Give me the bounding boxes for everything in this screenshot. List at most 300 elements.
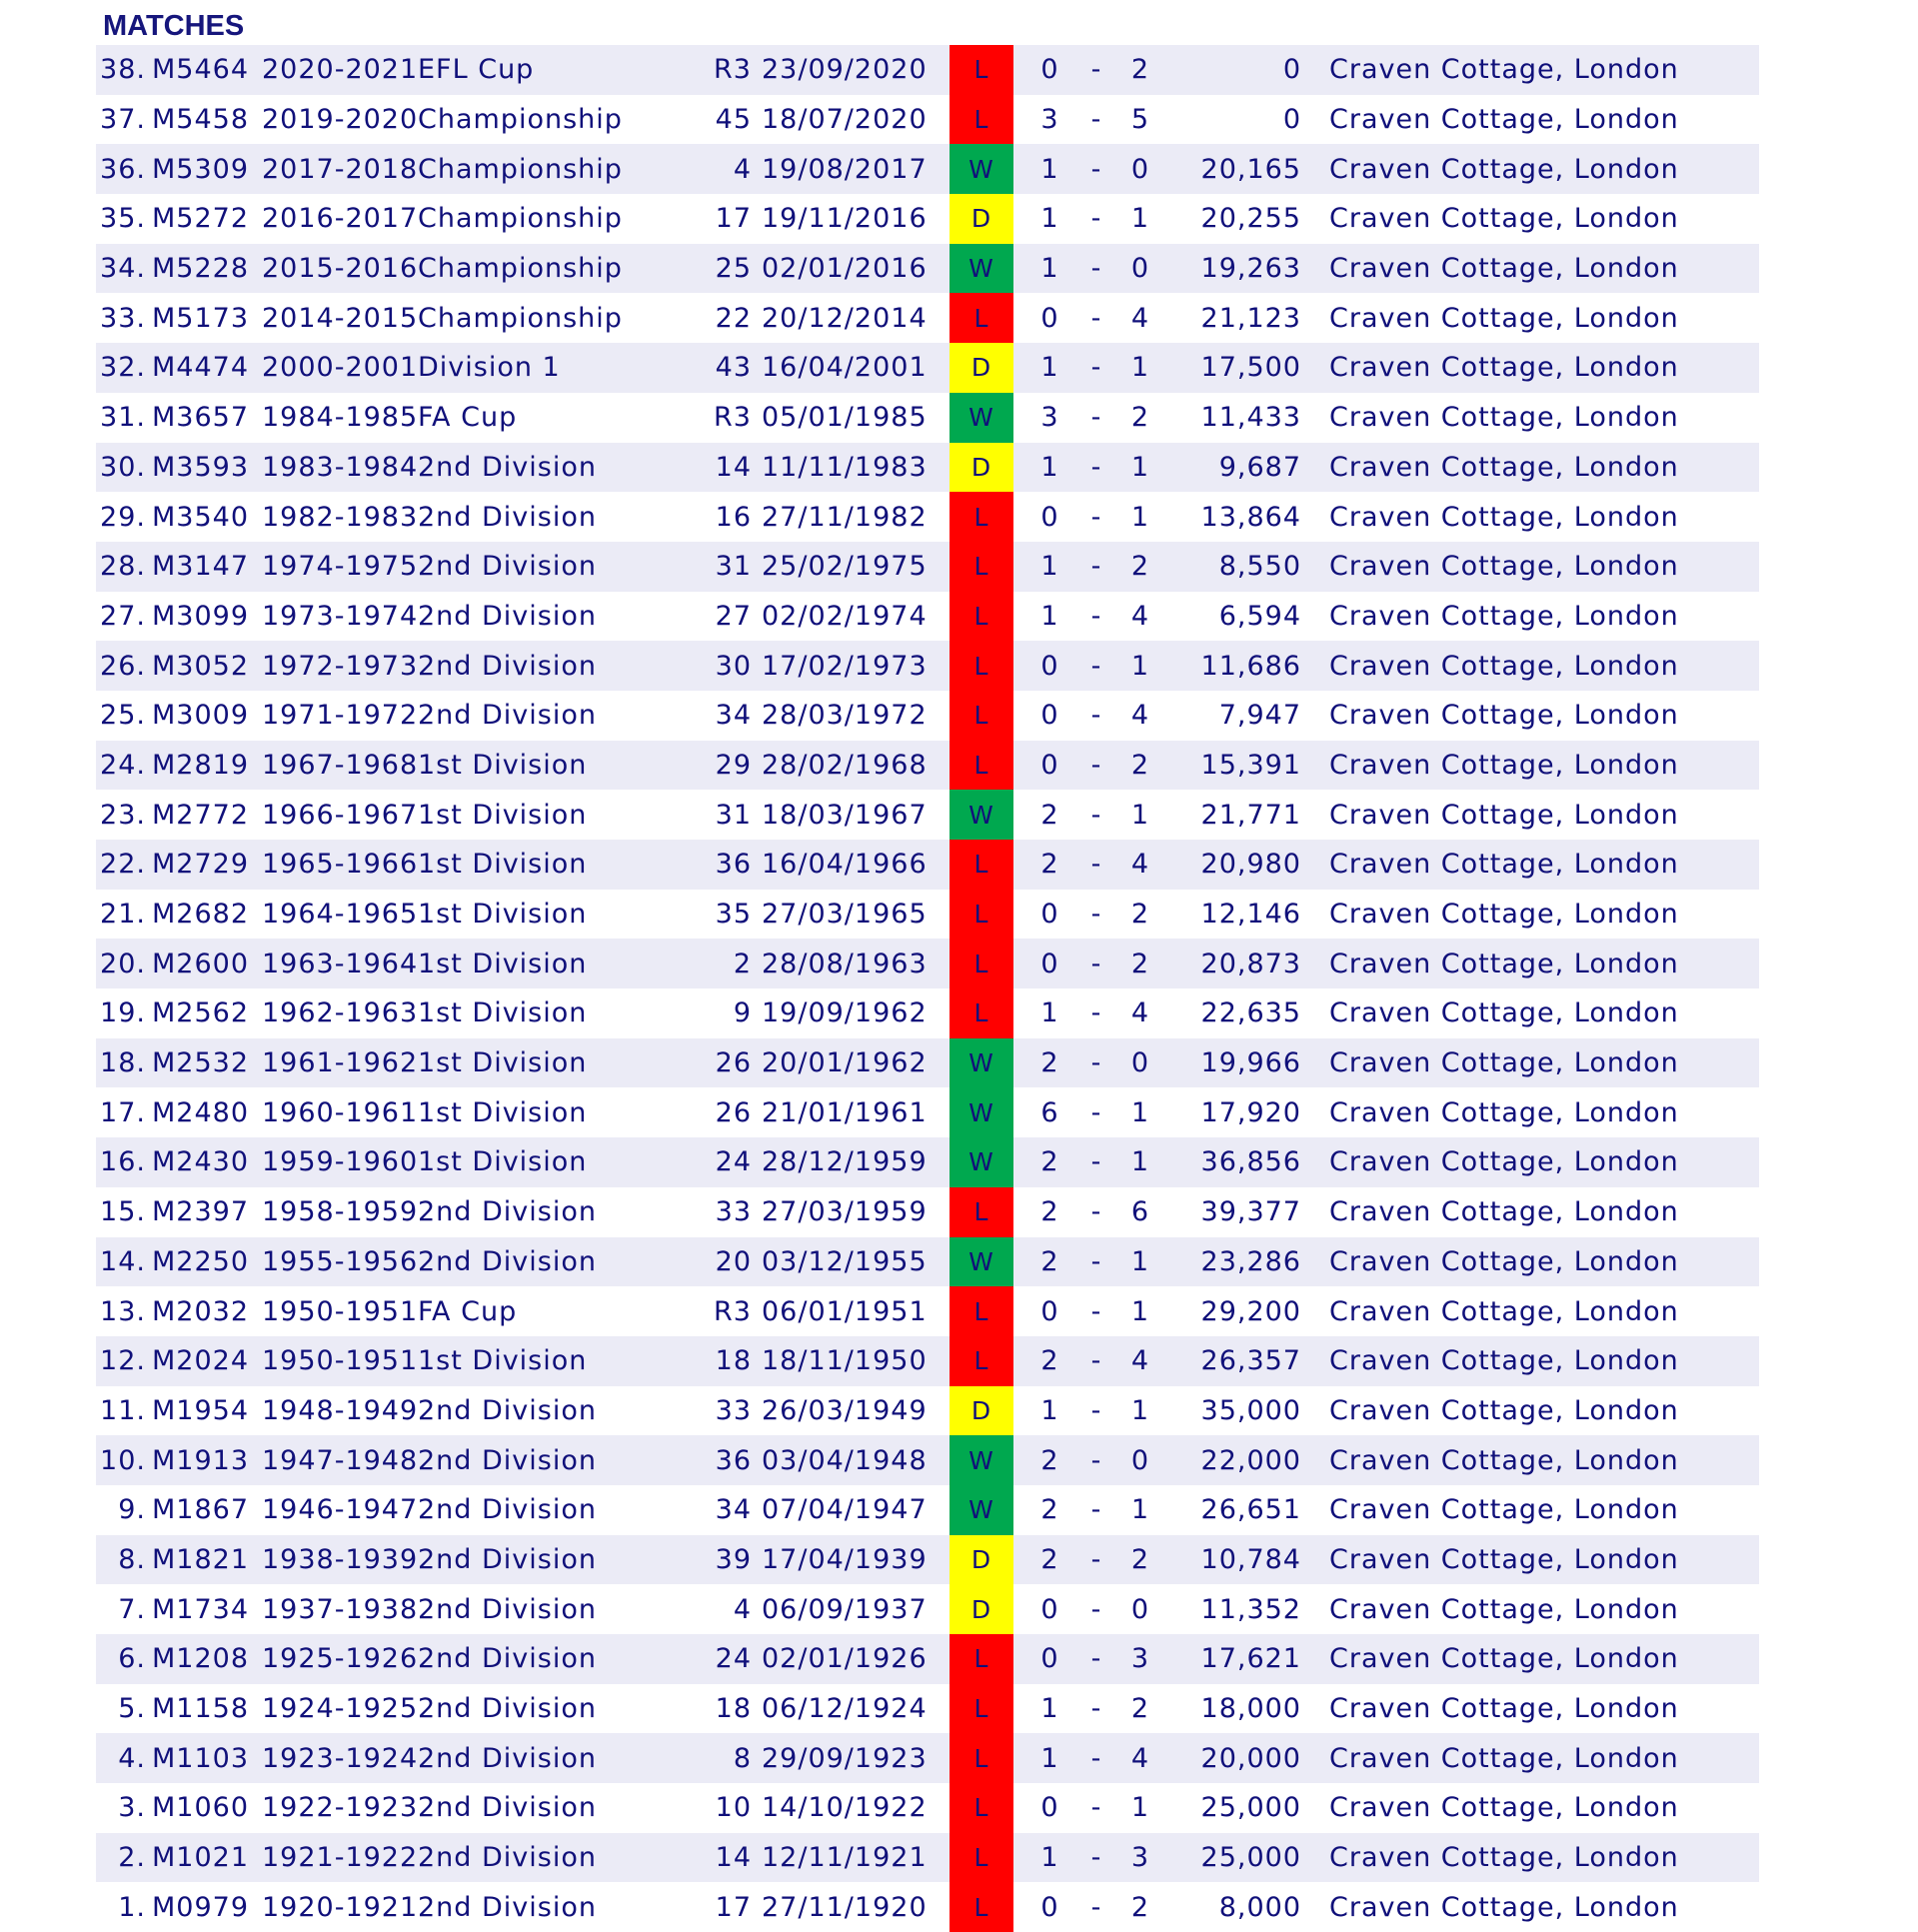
match-date: 25/02/1975 bbox=[762, 542, 950, 592]
match-id: M5173 bbox=[152, 293, 262, 343]
goals-against: 1 bbox=[1106, 194, 1174, 244]
goals-for: 1 bbox=[1013, 194, 1086, 244]
goals-against: 4 bbox=[1106, 293, 1174, 343]
result-badge: L bbox=[950, 293, 1013, 343]
match-number: 15. bbox=[96, 1187, 152, 1237]
score-separator: - bbox=[1086, 1634, 1106, 1684]
match-date: 18/11/1950 bbox=[762, 1336, 950, 1386]
season: 1922-1923 bbox=[262, 1783, 418, 1833]
competition: 2nd Division bbox=[418, 641, 703, 691]
season: 1958-1959 bbox=[262, 1187, 418, 1237]
match-date: 28/03/1972 bbox=[762, 691, 950, 741]
round: 31 bbox=[703, 542, 762, 592]
result-badge: W bbox=[950, 1137, 1013, 1187]
table-row bbox=[96, 443, 1759, 493]
season: 1948-1949 bbox=[262, 1386, 418, 1436]
goals-for: 0 bbox=[1013, 641, 1086, 691]
match-id: M4474 bbox=[152, 343, 262, 393]
score-separator: - bbox=[1086, 1137, 1106, 1187]
goals-for: 2 bbox=[1013, 1137, 1086, 1187]
goals-against: 0 bbox=[1106, 244, 1174, 294]
match-number: 33. bbox=[96, 293, 152, 343]
match-number: 3. bbox=[96, 1783, 152, 1833]
result-badge: L bbox=[950, 492, 1013, 542]
competition: 1st Division bbox=[418, 1137, 703, 1187]
competition: 2nd Division bbox=[418, 1187, 703, 1237]
round: 30 bbox=[703, 641, 762, 691]
round: 4 bbox=[703, 1584, 762, 1634]
table-row bbox=[96, 492, 1759, 542]
attendance: 36,856 bbox=[1174, 1137, 1329, 1187]
match-date: 29/09/1923 bbox=[762, 1733, 950, 1783]
venue: Craven Cottage, London bbox=[1329, 393, 1759, 443]
table-row bbox=[96, 1087, 1759, 1137]
match-id: M5272 bbox=[152, 194, 262, 244]
season: 1925-1926 bbox=[262, 1634, 418, 1684]
round: 8 bbox=[703, 1733, 762, 1783]
competition: 1st Division bbox=[418, 1038, 703, 1088]
match-number: 32. bbox=[96, 343, 152, 393]
goals-for: 2 bbox=[1013, 1237, 1086, 1287]
score-separator: - bbox=[1086, 1187, 1106, 1237]
goals-against: 1 bbox=[1106, 343, 1174, 393]
venue: Craven Cottage, London bbox=[1329, 144, 1759, 194]
result-badge: L bbox=[950, 890, 1013, 940]
result-badge: L bbox=[950, 95, 1013, 145]
goals-against: 1 bbox=[1106, 1485, 1174, 1535]
match-date: 27/11/1920 bbox=[762, 1882, 950, 1932]
round: 14 bbox=[703, 1833, 762, 1883]
score-separator: - bbox=[1086, 592, 1106, 642]
result-badge: W bbox=[950, 393, 1013, 443]
goals-against: 1 bbox=[1106, 492, 1174, 542]
competition: 2nd Division bbox=[418, 1435, 703, 1485]
table-row bbox=[96, 890, 1759, 940]
round: 39 bbox=[703, 1535, 762, 1585]
match-id: M1954 bbox=[152, 1386, 262, 1436]
attendance: 0 bbox=[1174, 95, 1329, 145]
competition: 1st Division bbox=[418, 939, 703, 988]
attendance: 18,000 bbox=[1174, 1684, 1329, 1734]
table-row bbox=[96, 293, 1759, 343]
attendance: 20,980 bbox=[1174, 840, 1329, 890]
score-separator: - bbox=[1086, 1684, 1106, 1734]
season: 1961-1962 bbox=[262, 1038, 418, 1088]
season: 1963-1964 bbox=[262, 939, 418, 988]
goals-for: 2 bbox=[1013, 1187, 1086, 1237]
table-row bbox=[96, 194, 1759, 244]
season: 1950-1951 bbox=[262, 1336, 418, 1386]
attendance: 20,000 bbox=[1174, 1733, 1329, 1783]
attendance: 10,784 bbox=[1174, 1535, 1329, 1585]
venue: Craven Cottage, London bbox=[1329, 1783, 1759, 1833]
score-separator: - bbox=[1086, 1087, 1106, 1137]
attendance: 29,200 bbox=[1174, 1286, 1329, 1336]
competition: 2nd Division bbox=[418, 592, 703, 642]
match-id: M5309 bbox=[152, 144, 262, 194]
competition: EFL Cup bbox=[418, 45, 703, 95]
match-number: 17. bbox=[96, 1087, 152, 1137]
venue: Craven Cottage, London bbox=[1329, 1187, 1759, 1237]
round: R3 bbox=[703, 393, 762, 443]
match-id: M2562 bbox=[152, 988, 262, 1038]
match-number: 38. bbox=[96, 45, 152, 95]
match-number: 23. bbox=[96, 790, 152, 840]
match-id: M2819 bbox=[152, 741, 262, 791]
venue: Craven Cottage, London bbox=[1329, 1137, 1759, 1187]
competition: 2nd Division bbox=[418, 1386, 703, 1436]
venue: Craven Cottage, London bbox=[1329, 641, 1759, 691]
table-row bbox=[96, 393, 1759, 443]
season: 2016-2017 bbox=[262, 194, 418, 244]
attendance: 17,500 bbox=[1174, 343, 1329, 393]
match-date: 12/11/1921 bbox=[762, 1833, 950, 1883]
competition: 1st Division bbox=[418, 1336, 703, 1386]
round: R3 bbox=[703, 45, 762, 95]
competition: 2nd Division bbox=[418, 1733, 703, 1783]
attendance: 22,635 bbox=[1174, 988, 1329, 1038]
goals-for: 1 bbox=[1013, 542, 1086, 592]
venue: Craven Cottage, London bbox=[1329, 45, 1759, 95]
table-row bbox=[96, 1336, 1759, 1386]
venue: Craven Cottage, London bbox=[1329, 293, 1759, 343]
goals-for: 3 bbox=[1013, 393, 1086, 443]
match-number: 6. bbox=[96, 1634, 152, 1684]
score-separator: - bbox=[1086, 790, 1106, 840]
table-row bbox=[96, 144, 1759, 194]
attendance: 11,352 bbox=[1174, 1584, 1329, 1634]
venue: Craven Cottage, London bbox=[1329, 343, 1759, 393]
score-separator: - bbox=[1086, 1833, 1106, 1883]
table-row bbox=[96, 1485, 1759, 1535]
match-number: 27. bbox=[96, 592, 152, 642]
season: 1982-1983 bbox=[262, 492, 418, 542]
attendance: 13,864 bbox=[1174, 492, 1329, 542]
result-badge: L bbox=[950, 641, 1013, 691]
result-badge: L bbox=[950, 939, 1013, 988]
goals-against: 2 bbox=[1106, 1882, 1174, 1932]
result-badge: L bbox=[950, 691, 1013, 741]
goals-for: 1 bbox=[1013, 443, 1086, 493]
match-date: 06/01/1951 bbox=[762, 1286, 950, 1336]
match-id: M2250 bbox=[152, 1237, 262, 1287]
goals-for: 0 bbox=[1013, 492, 1086, 542]
match-id: M3009 bbox=[152, 691, 262, 741]
result-badge: L bbox=[950, 1286, 1013, 1336]
match-number: 20. bbox=[96, 939, 152, 988]
match-id: M3147 bbox=[152, 542, 262, 592]
match-number: 35. bbox=[96, 194, 152, 244]
match-id: M2532 bbox=[152, 1038, 262, 1088]
venue: Craven Cottage, London bbox=[1329, 1336, 1759, 1386]
season: 1955-1956 bbox=[262, 1237, 418, 1287]
round: 4 bbox=[703, 144, 762, 194]
match-date: 26/03/1949 bbox=[762, 1386, 950, 1436]
season: 2014-2015 bbox=[262, 293, 418, 343]
match-date: 17/04/1939 bbox=[762, 1535, 950, 1585]
season: 1974-1975 bbox=[262, 542, 418, 592]
competition: 2nd Division bbox=[418, 542, 703, 592]
attendance: 12,146 bbox=[1174, 890, 1329, 940]
goals-against: 0 bbox=[1106, 1038, 1174, 1088]
venue: Craven Cottage, London bbox=[1329, 840, 1759, 890]
goals-against: 1 bbox=[1106, 1386, 1174, 1436]
venue: Craven Cottage, London bbox=[1329, 1237, 1759, 1287]
venue: Craven Cottage, London bbox=[1329, 1733, 1759, 1783]
goals-against: 1 bbox=[1106, 641, 1174, 691]
match-number: 13. bbox=[96, 1286, 152, 1336]
venue: Craven Cottage, London bbox=[1329, 1286, 1759, 1336]
venue: Craven Cottage, London bbox=[1329, 443, 1759, 493]
table-row bbox=[96, 741, 1759, 791]
result-badge: W bbox=[950, 1087, 1013, 1137]
match-date: 03/12/1955 bbox=[762, 1237, 950, 1287]
goals-against: 0 bbox=[1106, 144, 1174, 194]
competition: 2nd Division bbox=[418, 492, 703, 542]
result-badge: L bbox=[950, 1634, 1013, 1684]
season: 1923-1924 bbox=[262, 1733, 418, 1783]
result-badge: L bbox=[950, 1187, 1013, 1237]
season: 1964-1965 bbox=[262, 890, 418, 940]
result-badge: L bbox=[950, 1336, 1013, 1386]
goals-against: 1 bbox=[1106, 1783, 1174, 1833]
season: 1938-1939 bbox=[262, 1535, 418, 1585]
venue: Craven Cottage, London bbox=[1329, 790, 1759, 840]
score-separator: - bbox=[1086, 293, 1106, 343]
attendance: 9,687 bbox=[1174, 443, 1329, 493]
score-separator: - bbox=[1086, 393, 1106, 443]
match-date: 11/11/1983 bbox=[762, 443, 950, 493]
match-id: M1060 bbox=[152, 1783, 262, 1833]
goals-for: 0 bbox=[1013, 1286, 1086, 1336]
match-date: 16/04/1966 bbox=[762, 840, 950, 890]
round: 36 bbox=[703, 840, 762, 890]
score-separator: - bbox=[1086, 641, 1106, 691]
goals-for: 0 bbox=[1013, 1584, 1086, 1634]
score-separator: - bbox=[1086, 1386, 1106, 1436]
match-date: 19/11/2016 bbox=[762, 194, 950, 244]
venue: Craven Cottage, London bbox=[1329, 1485, 1759, 1535]
season: 1921-1922 bbox=[262, 1833, 418, 1883]
goals-against: 2 bbox=[1106, 1684, 1174, 1734]
score-separator: - bbox=[1086, 890, 1106, 940]
attendance: 19,966 bbox=[1174, 1038, 1329, 1088]
goals-for: 2 bbox=[1013, 1038, 1086, 1088]
goals-against: 5 bbox=[1106, 95, 1174, 145]
goals-against: 0 bbox=[1106, 1435, 1174, 1485]
round: 27 bbox=[703, 592, 762, 642]
venue: Craven Cottage, London bbox=[1329, 1882, 1759, 1932]
season: 1983-1984 bbox=[262, 443, 418, 493]
score-separator: - bbox=[1086, 1336, 1106, 1386]
competition: 2nd Division bbox=[418, 1485, 703, 1535]
table-row bbox=[96, 1286, 1759, 1336]
attendance: 0 bbox=[1174, 45, 1329, 95]
goals-for: 1 bbox=[1013, 592, 1086, 642]
competition: 2nd Division bbox=[418, 1783, 703, 1833]
match-number: 21. bbox=[96, 890, 152, 940]
round: 43 bbox=[703, 343, 762, 393]
round: R3 bbox=[703, 1286, 762, 1336]
round: 34 bbox=[703, 691, 762, 741]
attendance: 7,947 bbox=[1174, 691, 1329, 741]
result-badge: D bbox=[950, 343, 1013, 393]
venue: Craven Cottage, London bbox=[1329, 1087, 1759, 1137]
match-id: M1021 bbox=[152, 1833, 262, 1883]
goals-against: 4 bbox=[1106, 988, 1174, 1038]
venue: Craven Cottage, London bbox=[1329, 1435, 1759, 1485]
attendance: 19,263 bbox=[1174, 244, 1329, 294]
round: 16 bbox=[703, 492, 762, 542]
competition: Championship bbox=[418, 144, 703, 194]
result-badge: D bbox=[950, 1584, 1013, 1634]
match-number: 29. bbox=[96, 492, 152, 542]
competition: 1st Division bbox=[418, 890, 703, 940]
table-row bbox=[96, 95, 1759, 145]
match-id: M3657 bbox=[152, 393, 262, 443]
goals-for: 1 bbox=[1013, 1386, 1086, 1436]
season: 1984-1985 bbox=[262, 393, 418, 443]
attendance: 11,433 bbox=[1174, 393, 1329, 443]
attendance: 20,165 bbox=[1174, 144, 1329, 194]
result-badge: W bbox=[950, 1237, 1013, 1287]
competition: Championship bbox=[418, 244, 703, 294]
goals-against: 2 bbox=[1106, 393, 1174, 443]
venue: Craven Cottage, London bbox=[1329, 1386, 1759, 1436]
round: 20 bbox=[703, 1237, 762, 1287]
attendance: 39,377 bbox=[1174, 1187, 1329, 1237]
season: 1962-1963 bbox=[262, 988, 418, 1038]
round: 17 bbox=[703, 194, 762, 244]
goals-for: 0 bbox=[1013, 939, 1086, 988]
goals-against: 4 bbox=[1106, 1733, 1174, 1783]
table-row bbox=[96, 641, 1759, 691]
score-separator: - bbox=[1086, 1535, 1106, 1585]
match-id: M2772 bbox=[152, 790, 262, 840]
round: 45 bbox=[703, 95, 762, 145]
competition: 1st Division bbox=[418, 741, 703, 791]
competition: Championship bbox=[418, 194, 703, 244]
match-id: M1734 bbox=[152, 1584, 262, 1634]
match-number: 14. bbox=[96, 1237, 152, 1287]
round: 17 bbox=[703, 1882, 762, 1932]
match-id: M1208 bbox=[152, 1634, 262, 1684]
match-number: 16. bbox=[96, 1137, 152, 1187]
table-row bbox=[96, 790, 1759, 840]
result-badge: L bbox=[950, 1783, 1013, 1833]
match-number: 8. bbox=[96, 1535, 152, 1585]
match-date: 28/08/1963 bbox=[762, 939, 950, 988]
round: 24 bbox=[703, 1137, 762, 1187]
table-row bbox=[96, 45, 1759, 95]
match-number: 36. bbox=[96, 144, 152, 194]
goals-against: 2 bbox=[1106, 939, 1174, 988]
goals-for: 0 bbox=[1013, 741, 1086, 791]
season: 1946-1947 bbox=[262, 1485, 418, 1535]
result-badge: W bbox=[950, 244, 1013, 294]
match-number: 11. bbox=[96, 1386, 152, 1436]
match-id: M2480 bbox=[152, 1087, 262, 1137]
goals-against: 1 bbox=[1106, 1137, 1174, 1187]
table-row bbox=[96, 1386, 1759, 1436]
score-separator: - bbox=[1086, 1584, 1106, 1634]
attendance: 17,920 bbox=[1174, 1087, 1329, 1137]
match-number: 22. bbox=[96, 840, 152, 890]
match-date: 07/04/1947 bbox=[762, 1485, 950, 1535]
score-separator: - bbox=[1086, 1038, 1106, 1088]
result-badge: W bbox=[950, 790, 1013, 840]
goals-for: 1 bbox=[1013, 244, 1086, 294]
match-number: 28. bbox=[96, 542, 152, 592]
goals-for: 0 bbox=[1013, 890, 1086, 940]
score-separator: - bbox=[1086, 741, 1106, 791]
table-row bbox=[96, 343, 1759, 393]
table-row bbox=[96, 244, 1759, 294]
match-date: 28/12/1959 bbox=[762, 1137, 950, 1187]
competition: 2nd Division bbox=[418, 691, 703, 741]
competition: 1st Division bbox=[418, 790, 703, 840]
round: 18 bbox=[703, 1684, 762, 1734]
season: 2019-2020 bbox=[262, 95, 418, 145]
score-separator: - bbox=[1086, 1286, 1106, 1336]
match-number: 25. bbox=[96, 691, 152, 741]
match-id: M2032 bbox=[152, 1286, 262, 1336]
match-date: 02/01/1926 bbox=[762, 1634, 950, 1684]
round: 14 bbox=[703, 443, 762, 493]
season: 1924-1925 bbox=[262, 1684, 418, 1734]
score-separator: - bbox=[1086, 144, 1106, 194]
round: 26 bbox=[703, 1038, 762, 1088]
match-date: 05/01/1985 bbox=[762, 393, 950, 443]
score-separator: - bbox=[1086, 443, 1106, 493]
goals-for: 2 bbox=[1013, 790, 1086, 840]
match-date: 03/04/1948 bbox=[762, 1435, 950, 1485]
score-separator: - bbox=[1086, 939, 1106, 988]
goals-against: 1 bbox=[1106, 1087, 1174, 1137]
season: 1967-1968 bbox=[262, 741, 418, 791]
match-number: 18. bbox=[96, 1038, 152, 1088]
venue: Craven Cottage, London bbox=[1329, 1833, 1759, 1883]
table-row bbox=[96, 988, 1759, 1038]
round: 10 bbox=[703, 1783, 762, 1833]
goals-for: 0 bbox=[1013, 1882, 1086, 1932]
goals-for: 0 bbox=[1013, 45, 1086, 95]
goals-for: 2 bbox=[1013, 1535, 1086, 1585]
match-id: M2024 bbox=[152, 1336, 262, 1386]
venue: Craven Cottage, London bbox=[1329, 890, 1759, 940]
result-badge: L bbox=[950, 45, 1013, 95]
result-badge: L bbox=[950, 1833, 1013, 1883]
match-id: M3540 bbox=[152, 492, 262, 542]
table-row bbox=[96, 1187, 1759, 1237]
competition: Division 1 bbox=[418, 343, 703, 393]
season: 1920-1921 bbox=[262, 1882, 418, 1932]
match-id: M5458 bbox=[152, 95, 262, 145]
goals-for: 2 bbox=[1013, 1435, 1086, 1485]
result-badge: L bbox=[950, 1733, 1013, 1783]
score-separator: - bbox=[1086, 1733, 1106, 1783]
result-badge: D bbox=[950, 443, 1013, 493]
result-badge: L bbox=[950, 1882, 1013, 1932]
table-row bbox=[96, 1634, 1759, 1684]
attendance: 21,771 bbox=[1174, 790, 1329, 840]
goals-against: 1 bbox=[1106, 790, 1174, 840]
competition: 2nd Division bbox=[418, 1684, 703, 1734]
match-number: 1. bbox=[96, 1882, 152, 1932]
goals-for: 2 bbox=[1013, 1485, 1086, 1535]
venue: Craven Cottage, London bbox=[1329, 244, 1759, 294]
table-row bbox=[96, 542, 1759, 592]
